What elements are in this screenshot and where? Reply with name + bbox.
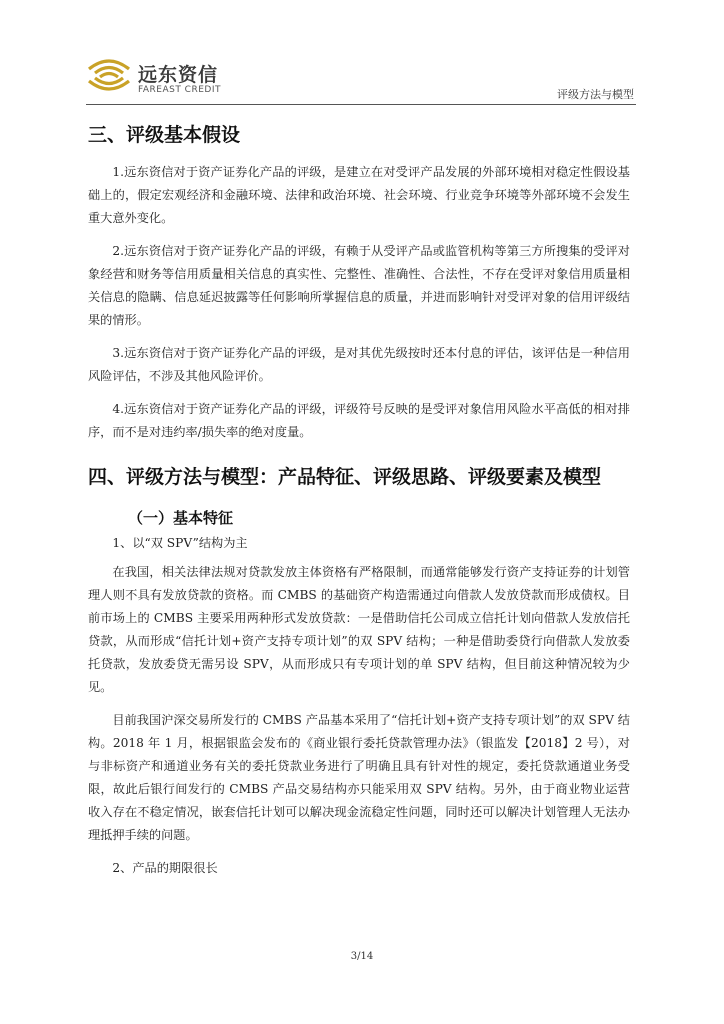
page-number: 3/14 (350, 951, 374, 962)
section-4-item-2: 2、产品的期限很长 (112, 861, 218, 875)
section-3-heading: 三、评级基本假设 (88, 124, 241, 146)
section-3-paragraph-1: 1.远东资信对于资产证券化产品的评级，是建立在对受评产品发展的外部环境相对稳定性假设基础上的，假定宏观经济和金融环境、法律和政治环境、社会环境、行业竞争环境等外部环境不会发生重大意外变化。 (88, 165, 630, 225)
section-4-paragraph-2: 目前我国沪深交易所发行的 CMBS 产品基本采用了“信托计划+资产支持专项计划”的双 SPV 结构。2018 年 1 月，根据银监会发布的《商业银行委托贷款管理办法》（银监发【2018】2 号），对与非标资产和通道业务有关的委托贷款业务进行了明确且具有针对性的规定，委托贷款通道业务受限，故此后银行间发行的 CMBS 产品交易结构亦只能采用双 SPV 结构。另外，由于商业物业运营收入存在不稳定情况，嵌套信托计划可以解决现金流稳定性问题，同时还可以解决计划管理人无法办理抵押手续的问题。 (88, 713, 630, 842)
section-4-item-1: 1、以“双 SPV”结构为主 (112, 536, 248, 550)
section-4-subheading-1: （一）基本特征 (128, 509, 234, 527)
section-3-paragraph-2: 2.远东资信对于资产证券化产品的评级，有赖于从受评产品或监管机构等第三方所搜集的受评对象经营和财务等信用质量相关信息的真实性、完整性、准确性、合法性，不存在受评对象信用质量相关信息的隐瞒、信息延迟披露等任何影响所掌握信息的质量，并进而影响针对受评对象的信用评级结果的情形。 (88, 244, 630, 327)
brand-name-en: FAREAST CREDIT (138, 85, 221, 95)
section-3-paragraph-4: 4.远东资信对于资产证券化产品的评级，评级符号反映的是受评对象信用风险水平高低的相对排序，而不是对违约率/损失率的绝对度量。 (88, 402, 630, 439)
document-body (88, 118, 630, 880)
header-divider (86, 104, 636, 105)
header-section-title: 评级方法与模型 (557, 88, 634, 101)
section-4-paragraph-1: 在我国，相关法律法规对贷款发放主体资格有严格限制，而通常能够发行资产支持证券的计划管理人则不具有发放贷款的资格。而 CMBS 的基础资产构造需通过向借款人发放贷款而形成债权。目前市场上的 CMBS 主要采用两种形式发放贷款：一是借助信托公司成立信托计划向借款人发放信托贷款，从而形成“信托计划+资产支持专项计划”的双 SPV 结构；一种是借助委贷行向借款人发放委托贷款，发放委贷无需另设 SPV，从而形成只有专项计划的单 SPV 结构，但目前这种情况较为少见。 (88, 565, 630, 694)
page-header (0, 0, 724, 106)
section-4-heading: 四、评级方法与模型：产品特征、评级思路、评级要素及模型 (88, 466, 602, 488)
fareast-credit-logo-icon (86, 56, 132, 96)
brand-name-cn: 远东资信 (138, 64, 219, 86)
section-3-paragraph-3: 3.远东资信对于资产证券化产品的评级，是对其优先级按时还本付息的评估，该评估是一种信用风险评估，不涉及其他风险评价。 (88, 346, 630, 383)
